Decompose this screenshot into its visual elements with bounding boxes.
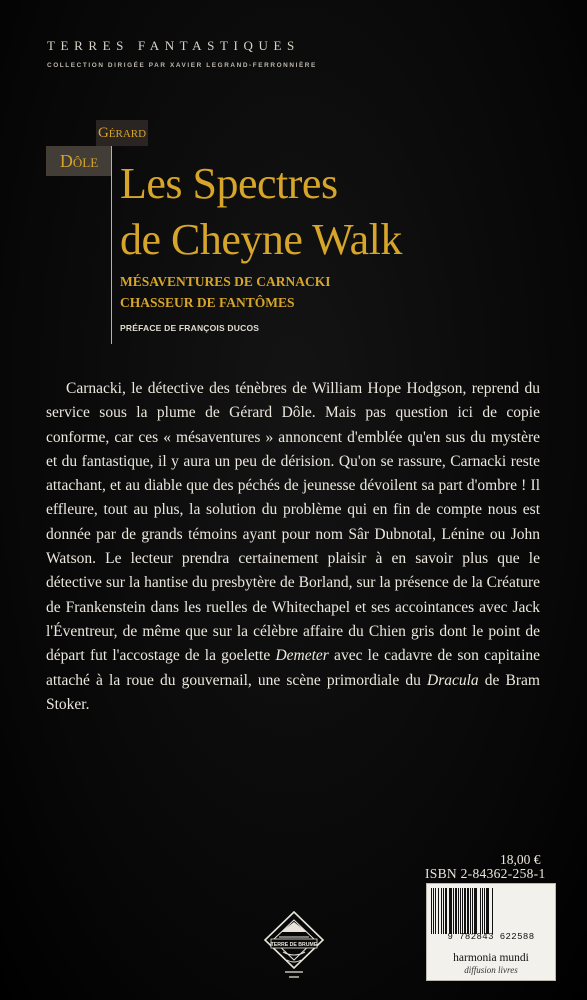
subtitle-line2: CHASSEUR DE FANTÔMES (120, 295, 295, 310)
barcode-bars (431, 888, 549, 934)
book-title-line2: de Cheyne Walk (120, 215, 402, 264)
preface-credit: PRÉFACE DE FRANÇOIS DUCOS (120, 323, 260, 333)
subtitle-line1: MÉSAVENTURES DE CARNACKI (120, 274, 331, 289)
barcode-sticker (426, 883, 556, 981)
barcode-bar (492, 888, 493, 934)
series-name: TERRES FANTASTIQUES (47, 38, 300, 53)
series-director: COLLECTION DIRIGÉE PAR XAVIER LEGRAND-FERRONNIÈRE (47, 62, 317, 69)
author-last-name: Dôle (46, 146, 112, 176)
blurb-part2: avec le cadavre de son capitaine attaché à la roue du gouvernail, une scène primordiale du (46, 647, 541, 689)
terre-de-brume-logo-icon (263, 910, 325, 982)
isbn: ISBN 2-84362-258-1 (425, 866, 546, 881)
divider-line (111, 146, 112, 344)
logo-lettering: TERRE DE BRUME (270, 942, 318, 948)
author-first-name: Gérard (96, 120, 148, 146)
barcode-number: 9 782843 622588 (447, 932, 535, 942)
blurb-part3: de Bram Stoker. (46, 671, 540, 713)
distributor-sub: diffusion livres (464, 965, 518, 975)
blurb-italic-dracula: Dracula (427, 671, 479, 689)
publisher-logo (263, 910, 325, 982)
back-cover-blurb (46, 377, 540, 717)
blurb-part1: Carnacki, le détective des ténèbres de William Hope Hodgson, reprend du service sous la plume de Gérard Dôle. Mais pas question ici de copie conforme, car ces « mésaventures » annoncent d'emblée qu'en sus du mystère et du fantastique, il y aura un peu de dérision. Qu'on se rassure, Carnacki reste attachant, et au diable que des péchés de jeunesse dévoilent sa part d'ombre ! Il effleure, tout au plus, la solution du problème qui en fin de compte nous est donnée par de grands témoins ayant pour nom Sâr Dubnotal, Lénine ou John Watson. Le lecteur prendra certainement plaisir à en savoir plus que le détective sur la hantise du presbytère de Borland, sur la présence de la Créature de Frankenstein dans les ruelles de Whitechapel et ses accointances avec Jack l'Éventreur, de même que sur la célèbre affaire du Chien gris dont le point de départ fut l'accostage de la goelette (46, 380, 540, 665)
distributor-name: harmonia mundi (453, 952, 529, 964)
book-title-line1: Les Spectres (120, 159, 338, 208)
blurb-italic-demeter: Demeter (275, 647, 329, 665)
price: 18,00 € (500, 852, 541, 867)
